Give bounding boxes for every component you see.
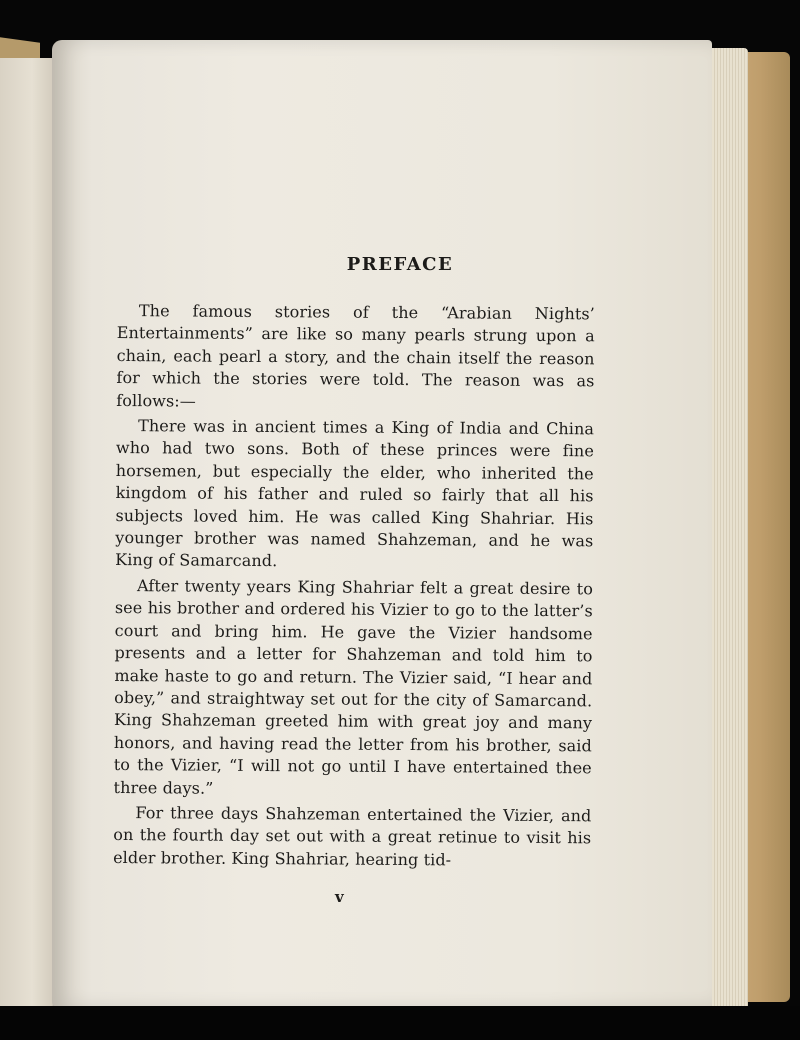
page-heading: PREFACE [346, 254, 454, 275]
paragraph-2: There was in ancient times a King of India and China who had two sons. Both of these princes were fine horsemen, but especially the elder, who inherited the kingdom of his father and ruled so fairly that all his subjects loved him. He was called King Shahriar. His younger brother was named Shahzeman, and he was King of Samarcand. [115, 416, 595, 571]
left-page [0, 58, 58, 1006]
page-body [113, 300, 595, 875]
bottom-background [0, 1006, 800, 1040]
paragraph-4: For three days Shahzeman entertained the Vizier, and on the fourth day set out with a great retinue to visit his elder brother. King Shahriar, hearing tid- [113, 803, 592, 870]
paragraph-1: The famous stories of the “Arabian Nights’ Entertainments” are like so many pearls strung upon a chain, each pearl a story, and the chain itself the reason for which the stories were told. The reason was as follows:— [116, 301, 595, 411]
page-number: v [335, 888, 344, 906]
paragraph-3: After twenty years King Shahriar felt a great desire to see his brother and ordered his Vizier to go to the latter’s court and bring him. He gave the Vizier handsome presents and a letter for Shahzeman and told him to make haste to go and return. The Vizier said, “I hear and obey,” and straightway set out for the city of Samarcand. King Shahzeman greeted him with great joy and many honors, and having read the letter from his brother, said to the Vizier, “I will not go until I have entertained thee three days.” [113, 576, 594, 798]
